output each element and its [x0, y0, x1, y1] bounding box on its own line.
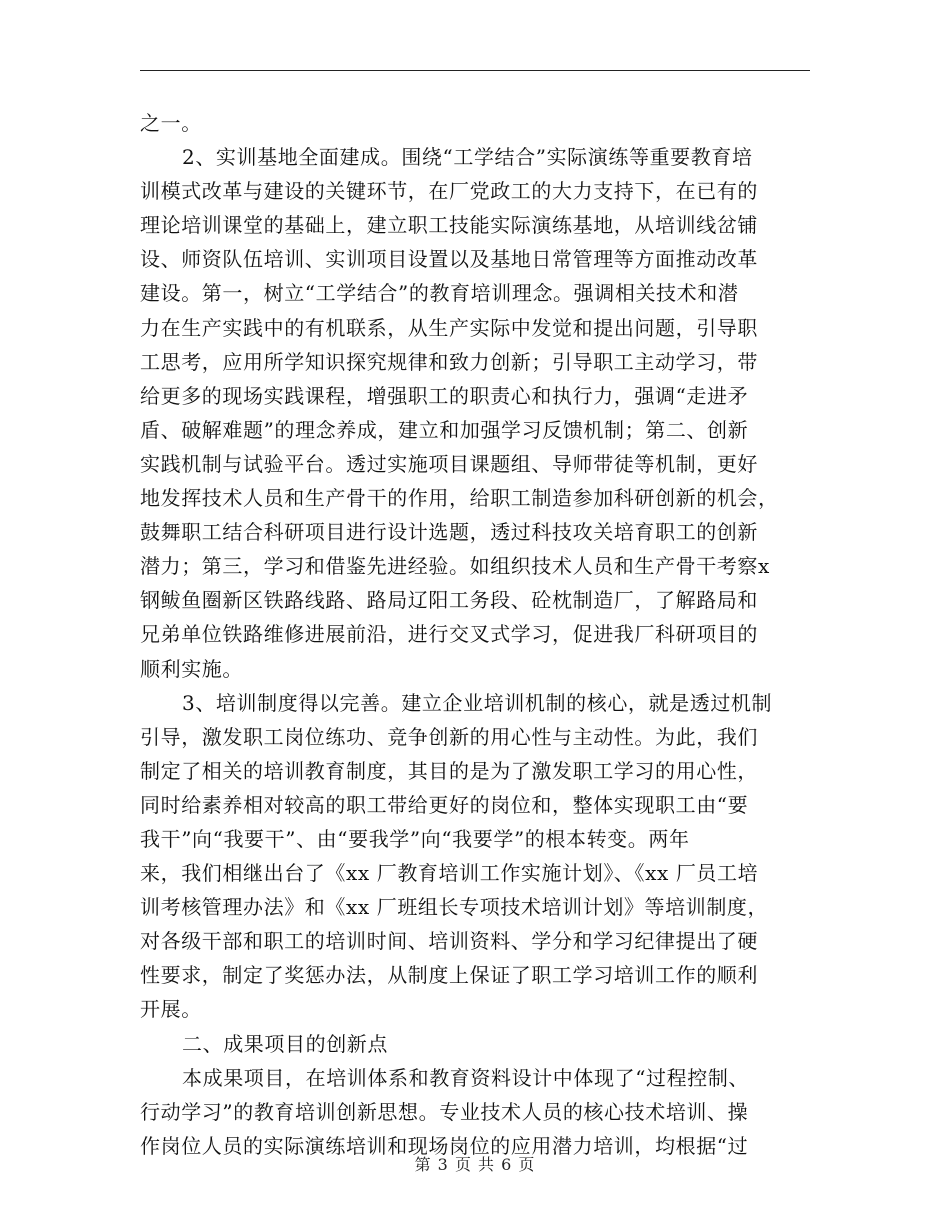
text-line: 之一。 [140, 111, 202, 135]
text-line: 理论培训课堂的基础上，建立职工技能实际演练基地，从培训线岔铺 [140, 213, 758, 238]
text-line: 对各级干部和职工的培训时间、培训资料、学分和学习纪律提出了硬 [140, 929, 758, 954]
text-line: 兄弟单位铁路维修进展前沿，进行交叉式学习，促进我厂科研项目的 [140, 622, 758, 647]
text-line: 鼓舞职工结合科研项目进行设计选题，透过科技攻关培育职工的创新 [140, 520, 758, 545]
body-text [140, 106, 812, 1163]
paragraph-line: 2、实训基地全面建成。围绕“工学结合”实际演练等重要教育培 [182, 145, 753, 170]
text-line: 潜力；第三，学习和借鉴先进经验。如组织技术人员和生产骨干考察x [140, 554, 770, 579]
paragraph-line: 3、培训制度得以完善。建立企业培训机制的核心，就是透过机制 [182, 690, 773, 715]
text-line: 制定了相关的培训教育制度，其目的是为了激发职工学习的用心性， [140, 758, 758, 783]
header-rule [140, 70, 810, 71]
text-line: 顺利实施。 [140, 656, 243, 681]
text-line: 同时给素养相对较高的职工带给更好的岗位和，整体实现职工由“要 [140, 792, 749, 817]
text-line: 地发挥技术人员和生产骨干的作用，给职工制造参加科研创新的机会， [140, 486, 779, 511]
text-line: 实践机制与试验平台。透过实施项目课题组、导师带徒等机制，更好 [140, 451, 758, 476]
section-heading: 二、成果项目的创新点 [182, 1031, 388, 1056]
text-line: 作岗位人员的实际演练培训和现场岗位的应用潜力培训，均根据“过 [140, 1133, 749, 1158]
text-line: 来，我们相继出台了《xx 厂教育培训工作实施计划》、《xx 厂员工培 [140, 861, 759, 886]
text-line: 力在生产实践中的有机联系，从生产实际中发觉和提出问题，引导职 [140, 315, 758, 340]
text-line: 训考核管理办法》和《xx 厂班组长专项技术培训计划》等培训制度， [140, 895, 769, 920]
text-line: 性要求，制定了奖惩办法，从制度上保证了职工学习培训工作的顺利 [140, 963, 758, 988]
text-line: 建设。第一，树立“工学结合”的教育培训理念。强调相关技术和潜 [140, 281, 739, 306]
page-number-footer: 第 3 页 共 6 页 [414, 1155, 536, 1174]
text-line: 行动学习”的教育培训创新思想。专业技术人员的核心技术培训、操 [140, 1099, 749, 1124]
text-line: 工思考，应用所学知识探究规律和致力创新；引导职工主动学习，带 [140, 349, 758, 374]
paragraph-line: 本成果项目，在培训体系和教育资料设计中体现了“过程控制、 [182, 1065, 750, 1090]
text-line: 引导，激发职工岗位练功、竞争创新的用心性与主动性。为此，我们 [140, 724, 758, 749]
text-line: 盾、破解难题”的理念养成，建立和加强学习反馈机制；第二、创新 [140, 417, 749, 442]
text-line: 设、师资队伍培训、实训项目设置以及基地日常管理等方面推动改革 [140, 247, 758, 272]
text-line: 我干”向“我要干”、由“要我学”向“我要学”的根本转变。两年 [140, 826, 690, 851]
text-line: 训模式改革与建设的关键环节，在厂党政工的大力支持下，在已有的 [140, 179, 758, 204]
text-line: 钢鲅鱼圈新区铁路线路、路局辽阳工务段、砼枕制造厂，了解路局和 [140, 588, 758, 613]
text-line: 开展。 [140, 997, 202, 1022]
text-line: 给更多的现场实践课程，增强职工的职责心和执行力，强调“走进矛 [140, 383, 749, 408]
